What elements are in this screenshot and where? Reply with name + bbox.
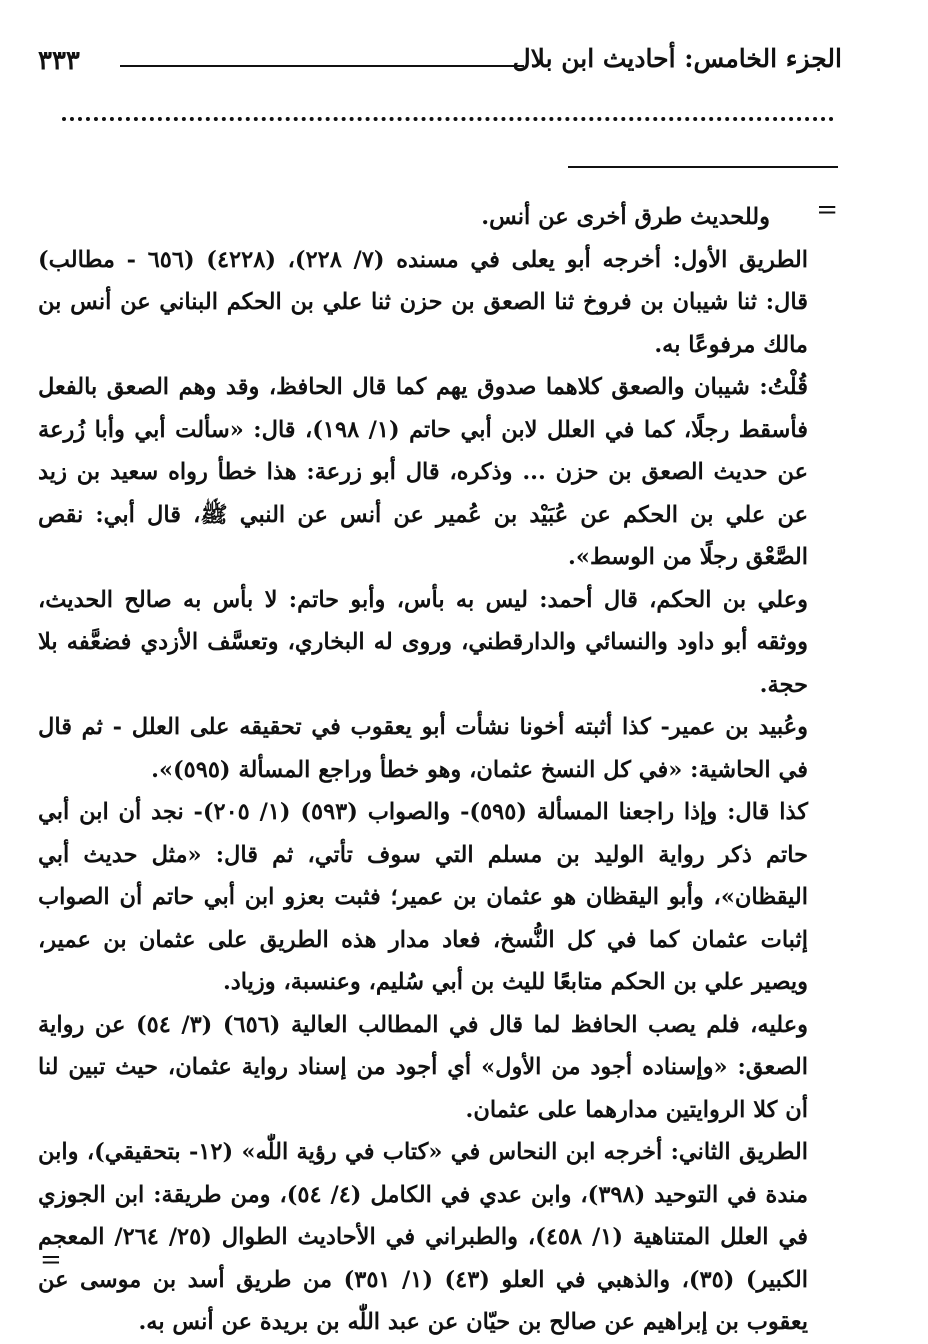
paragraph-hafiz-critique: وعليه، فلم يصب الحافظ لما قال في المطالب العالية (٦٥٦) (٣/ ٥٤) عن رواية الصعق: «وإسناده أجود من الأول» أي أجود من إسناد رواية عثمان، حيث تبين لنا أن كلا الروايتين مدارهما على عثمان. [38,1011,809,1123]
footnote-separator [568,166,838,168]
continuation-mark-top: = [816,195,838,225]
continuation-mark-bottom: = [40,1245,62,1275]
paragraph-critique: قُلْتُ: شيبان والصعق كلاهما صدوق يهم كما قال الحافظ، وقد وهم الصعق بالفعل فأسقط رجلًا، كما في العلل لابن أبي حاتم (١/ ١٩٨)، قال: «سألت أبي وأبا زُرعة عن حديث الصعق بن حزن ... وذكره، قال أبو زرعة: هذا خطأ رواه سعيد بن زيد عن علي بن الحكم عن عُبَيْد بن عُمير عن أنس عن النبي ﷺ، قال أبي: نقص الصَّعْق رجلًا من الوسط». [38,374,808,570]
paragraph-ali-bin-hakam: وعلي بن الحكم، قال أحمد: ليس به بأس، وأبو حاتم: لا بأس به صالح الحديث، ووثقه أبو داود والنسائي والدارقطني، وروى له البخاري، وتعسَّف الأزدي فضعَّفه بلا حجة. [38,586,808,698]
header-title: الجزء الخامس: أحاديث ابن بلال [512,44,842,73]
running-header [38,40,842,84]
intro-line: وللحديث طرق أخرى عن أنس. [481,204,770,230]
page-number: ٣٣٣ [38,46,80,76]
header-rule [120,65,524,67]
dotted-separator [62,117,834,121]
paragraph-ubaid-bin-umair: وعُبيد بن عمير- كذا أثبته أخونا نشأت أبو يعقوب في تحقيقه على العلل - ثم قال في الحاشية: «في كل النسخ عثمان، وهو خطأ وراجع المسألة (٥٩٥)». [38,714,808,783]
footnote-body [38,196,808,1344]
paragraph-second-route: الطريق الثاني: أخرجه ابن النحاس في «كتاب في رؤية اللّٰه» (١٢- بتحقيقي)، وابن مندة في التوحيد (٣٩٨)، وابن عدي في الكامل (٤/ ٥٤)، ومن طريقة: ابن الجوزي في العلل المتناهية (١/ ٤٥٨)، والطبراني في الأحاديث الطوال (٢٥/ ٢٦٤/ المعجم الكبير) (٣٥)، والذهبي في العلو (٤٣) (١/ ٣٥١) من طريق أسد بن موسى عن يعقوب بن إبراهيم عن صالح بن حيّان عن عبد اللّٰه بن بريدة عن أنس به. [38,1139,809,1335]
paragraph-correction: كذا قال: وإذا راجعنا المسألة (٥٩٥)- والصواب (٥٩٣) (١/ ٢٠٥)- نجد أن ابن أبي حاتم ذكر رواية الوليد بن مسلم التي سوف تأتي، ثم قال: «مثل حديث أبي اليقظان»، وأبو اليقظان هو عثمان بن عمير؛ فثبت بعزو ابن أبي حاتم أن الصواب إثبات عثمان كما في كل النُّسخ، فعاد مدار هذه الطريق على عثمان بن عمير، ويصير علي بن الحكم متابعًا لليث بن أبي سُليم، وعنسبة، وزياد. [38,799,808,995]
paragraph-first-route: الطريق الأول: أخرجه أبو يعلى في مسنده (٧/ ٢٢٨)، (٤٢٢٨) (٦٥٦ - مطالب) قال: ثنا شيبان بن فروخ ثنا الصعق بن حزن ثنا علي بن الحكم البناني عن أنس بن مالك مرفوعًا به. [38,246,809,358]
